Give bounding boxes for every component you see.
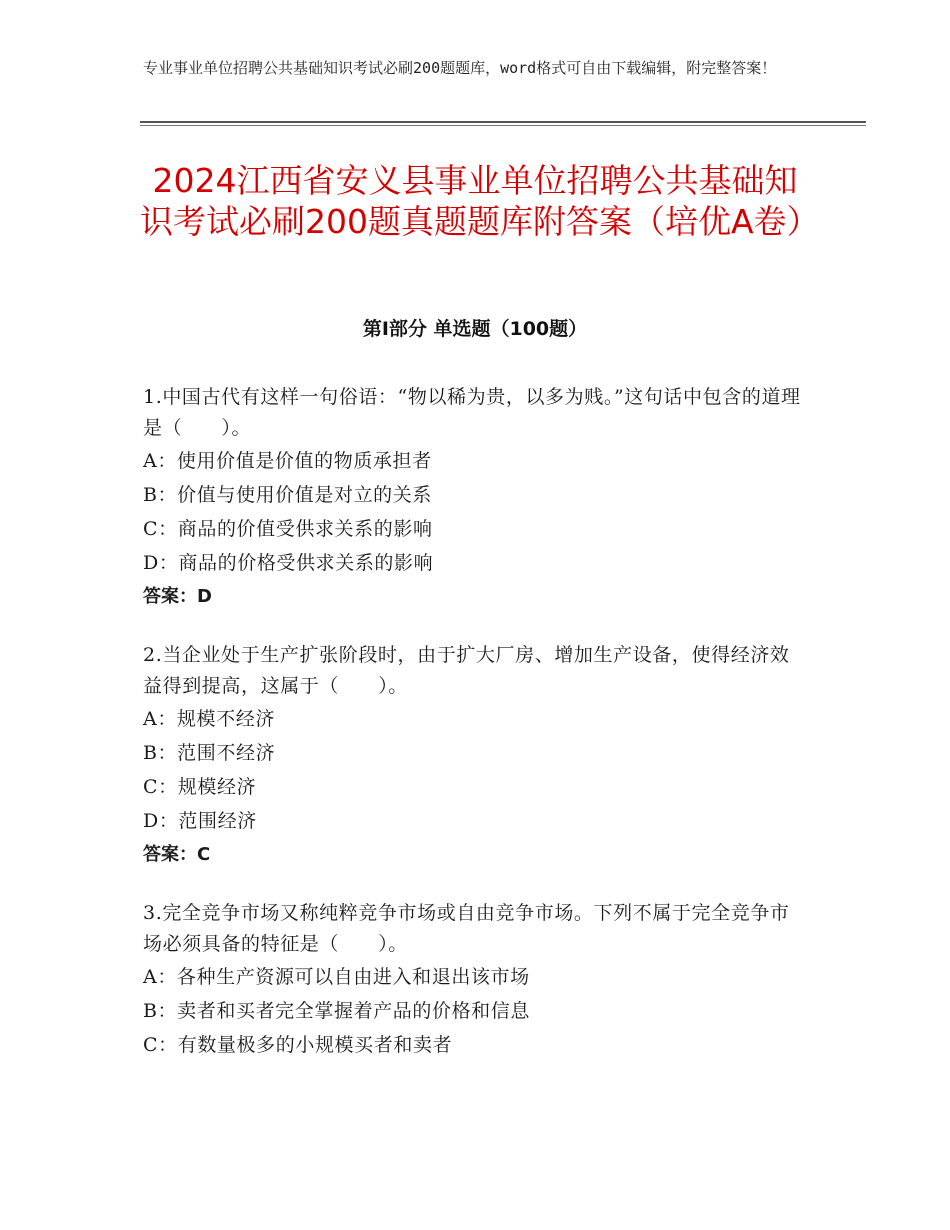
option-d: D：商品的价格受供求关系的影响: [143, 552, 434, 574]
question-list: [143, 382, 803, 1088]
option-c: C：商品的价值受供求关系的影响: [143, 518, 433, 540]
header-note: 专业事业单位招聘公共基础知识考试必刷200题题库，word格式可自由下载编辑，附完整答案！: [143, 59, 777, 77]
option-d: D：范围经济: [143, 810, 257, 832]
option-b: B：范围不经济: [143, 742, 276, 764]
option-b: B：价值与使用价值是对立的关系: [143, 484, 432, 506]
header-divider: [140, 121, 866, 123]
question-stem: 1.中国古代有这样一句俗语：“物以稀为贵，以多为贱。”这句话中包含的道理是（ ）。: [143, 386, 801, 439]
answer: 答案：C: [143, 844, 211, 865]
option-c: C：规模经济: [143, 776, 257, 798]
question-2: [143, 640, 803, 872]
answer: 答案：D: [143, 586, 212, 607]
question-3: [143, 898, 803, 1062]
option-a: A：使用价值是价值的物质承担者: [143, 450, 432, 472]
question-stem: 2.当企业处于生产扩张阶段时，由于扩大厂房、增加生产设备，使得经济效益得到提高，这属于（ ）。: [143, 644, 790, 697]
question-1: [143, 382, 803, 614]
option-b: B：卖者和买者完全掌握着产品的价格和信息: [143, 1000, 530, 1022]
option-a: A：规模不经济: [143, 708, 275, 730]
question-stem: 3.完全竞争市场又称纯粹竞争市场或自由竞争市场。下列不属于完全竞争市场必须具备的特征是（ ）。: [143, 902, 790, 955]
document-title: 2024江西省安义县事业单位招聘公共基础知识考试必刷200题真题题库附答案（培优A卷）: [140, 161, 820, 241]
option-c: C：有数量极多的小规模买者和卖者: [143, 1034, 453, 1056]
section-heading: 第Ⅰ部分 单选题（100题）: [362, 318, 588, 340]
option-a: A：各种生产资源可以自由进入和退出该市场: [143, 966, 530, 988]
header-divider-thin: [140, 125, 866, 126]
